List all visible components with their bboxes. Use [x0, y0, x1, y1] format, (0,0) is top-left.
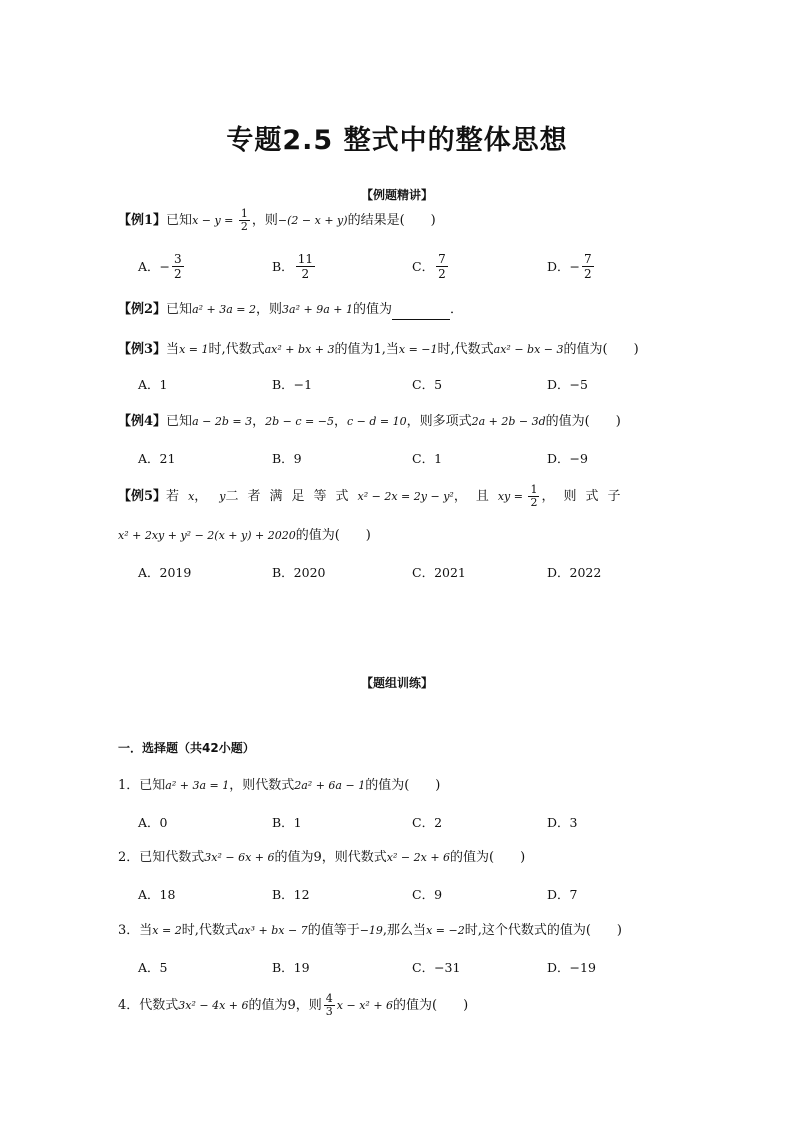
section-heading-examples: 【例题精讲】 [360, 188, 433, 202]
option-c: C．5 [412, 377, 443, 392]
fraction: $\frac{7}{2}$ [438, 251, 446, 281]
example-5-question-line-1: 【例5】若x， y二者满足等式x² − 2x = 2y − y²，且xy = $\frac{1}{2}$ ，则式子 [118, 483, 630, 509]
option-b: B．2020 [272, 565, 326, 580]
option-a: A．21 [138, 451, 176, 466]
question-3-options [0, 957, 794, 977]
question-3: 3．当x = 2时,代数式ax³ + bx − 7的值等于−19,那么当x = −2时,这个代数式的值为( ) [118, 923, 622, 938]
example-3-question: 【例3】当x = 1时,代数式ax² + bx + 3的值为1,当x = −1时,代数式ax² − bx − 3的值为( ) [118, 342, 639, 357]
math-expression: x = −2 [426, 924, 465, 937]
fraction: $\frac{4}{3}$ [325, 992, 333, 1018]
option-d: D． − $\frac{7}{2}$ [547, 251, 592, 281]
option-b: B． $\frac{11}{2}$ [272, 251, 313, 281]
option-d: D．−19 [547, 960, 596, 975]
math-expression: c − d = 10 [346, 415, 407, 428]
question-1: 1．已知a² + 3a = 1，则代数式2a² + 6a − 1的值为( ) [118, 778, 441, 793]
option-d: D．−5 [547, 377, 588, 392]
option-c: C．2021 [412, 565, 466, 580]
option-b: B．19 [272, 960, 310, 975]
option-a: A．2019 [138, 565, 192, 580]
question-2: 2．已知代数式3x² − 6x + 6的值为9，则代数式x² − 2x + 6的值为( ) [118, 850, 526, 865]
example-2-question: 【例2】已知a² + 3a = 2，则3a² + 9a + 1的值为 ． [118, 300, 463, 320]
page-title: 专题2.5 整式中的整体思想 [226, 125, 568, 156]
math-expression: x² − 2x + 6 [386, 851, 451, 864]
math-expression: x − x² + 6 [336, 999, 394, 1012]
math-expression: 3x² − 4x + 6 [178, 999, 249, 1012]
math-expression: −(2 − x + y) [277, 214, 348, 227]
math-expression: 2a² + 6a − 1 [294, 779, 366, 792]
option-d: D．7 [547, 887, 578, 902]
math-expression: a² + 3a = 1 [165, 779, 230, 792]
option-a: A． − $\frac{3}{2}$ [138, 251, 182, 281]
math-expression: x = 1 [179, 343, 209, 356]
math-expression: x² + 2xy + y² − 2(x + y) + 2020 [118, 529, 296, 542]
example-5-question-line-2: x² + 2xy + y² − 2(x + y) + 2020的值为( ) [118, 528, 371, 543]
math-expression: ax³ + bx − 7 [237, 924, 308, 937]
math-expression: x = −1 [398, 343, 438, 356]
example-4-tag: 【例4】 [118, 414, 167, 429]
math-expression: x² − 2x = 2y − y² [357, 490, 454, 503]
option-b: B．12 [272, 887, 310, 902]
option-b: B．9 [272, 451, 302, 466]
option-a: A．1 [138, 377, 168, 392]
option-a: A．5 [138, 960, 168, 975]
option-b: B．1 [272, 815, 302, 830]
example-4-options [0, 448, 794, 468]
fraction: $\frac{1}{2}$ [240, 207, 248, 233]
math-expression: a² + 3a = 2 [192, 303, 257, 316]
example-3-options [0, 374, 794, 394]
math-expression: a − 2b = 3 [192, 415, 253, 428]
fraction: $\frac{11}{2}$ [297, 251, 313, 281]
example-4-question: 【例4】已知a − 2b = 3，2b − c = −5，c − d = 10，则多项式2a + 2b − 3d的值为( ) [118, 414, 621, 429]
option-d: D．2022 [547, 565, 602, 580]
question-2-options [0, 884, 794, 904]
option-c: C．9 [412, 887, 443, 902]
question-1-options [0, 812, 794, 832]
option-a: A．0 [138, 815, 168, 830]
example-5-tag: 【例5】 [118, 489, 167, 504]
fraction: $\frac{1}{2}$ [530, 483, 538, 509]
math-expression: 2b − c = −5 [265, 415, 334, 428]
example-2-tag: 【例2】 [118, 302, 167, 317]
part-1-heading: 一．选择题（共42小题） [118, 741, 255, 755]
example-5-options [0, 562, 794, 582]
option-d: D．3 [547, 815, 578, 830]
math-expression: ax² − bx − 3 [493, 343, 564, 356]
example-3-tag: 【例3】 [118, 342, 167, 357]
math-expression: 2a + 2b − 3d [471, 415, 546, 428]
answer-blank [392, 305, 450, 320]
example-1-options [0, 251, 794, 281]
option-c: C．−31 [412, 960, 461, 975]
fraction: $\frac{3}{2}$ [174, 251, 182, 281]
math-expression: ax² + bx + 3 [264, 343, 335, 356]
math-expression: xy = [497, 490, 527, 503]
fraction: $\frac{7}{2}$ [584, 251, 592, 281]
example-1-question: 【例1】已知x − y = $\frac{1}{2}$ ，则−(2 − x + y)的结果是( ) [118, 207, 436, 233]
section-heading-training: 【题组训练】 [360, 676, 433, 690]
question-4: 4．代数式3x² − 4x + 6的值为9，则 $\frac{4}{3}$ x − x² + 6的值为( ) [118, 992, 469, 1018]
math-expression: −19 [359, 924, 383, 937]
option-c: C．2 [412, 815, 443, 830]
math-expression: x − y = [192, 214, 237, 227]
option-b: B．−1 [272, 377, 313, 392]
example-1-tag: 【例1】 [118, 213, 167, 228]
math-expression: 3x² − 6x + 6 [204, 851, 275, 864]
math-expression: 3a² + 9a + 1 [282, 303, 353, 316]
math-expression: x = 2 [152, 924, 182, 937]
option-d: D．−9 [547, 451, 588, 466]
option-c: C．1 [412, 451, 443, 466]
option-c: C． $\frac{7}{2}$ [412, 251, 446, 281]
option-a: A．18 [138, 887, 176, 902]
